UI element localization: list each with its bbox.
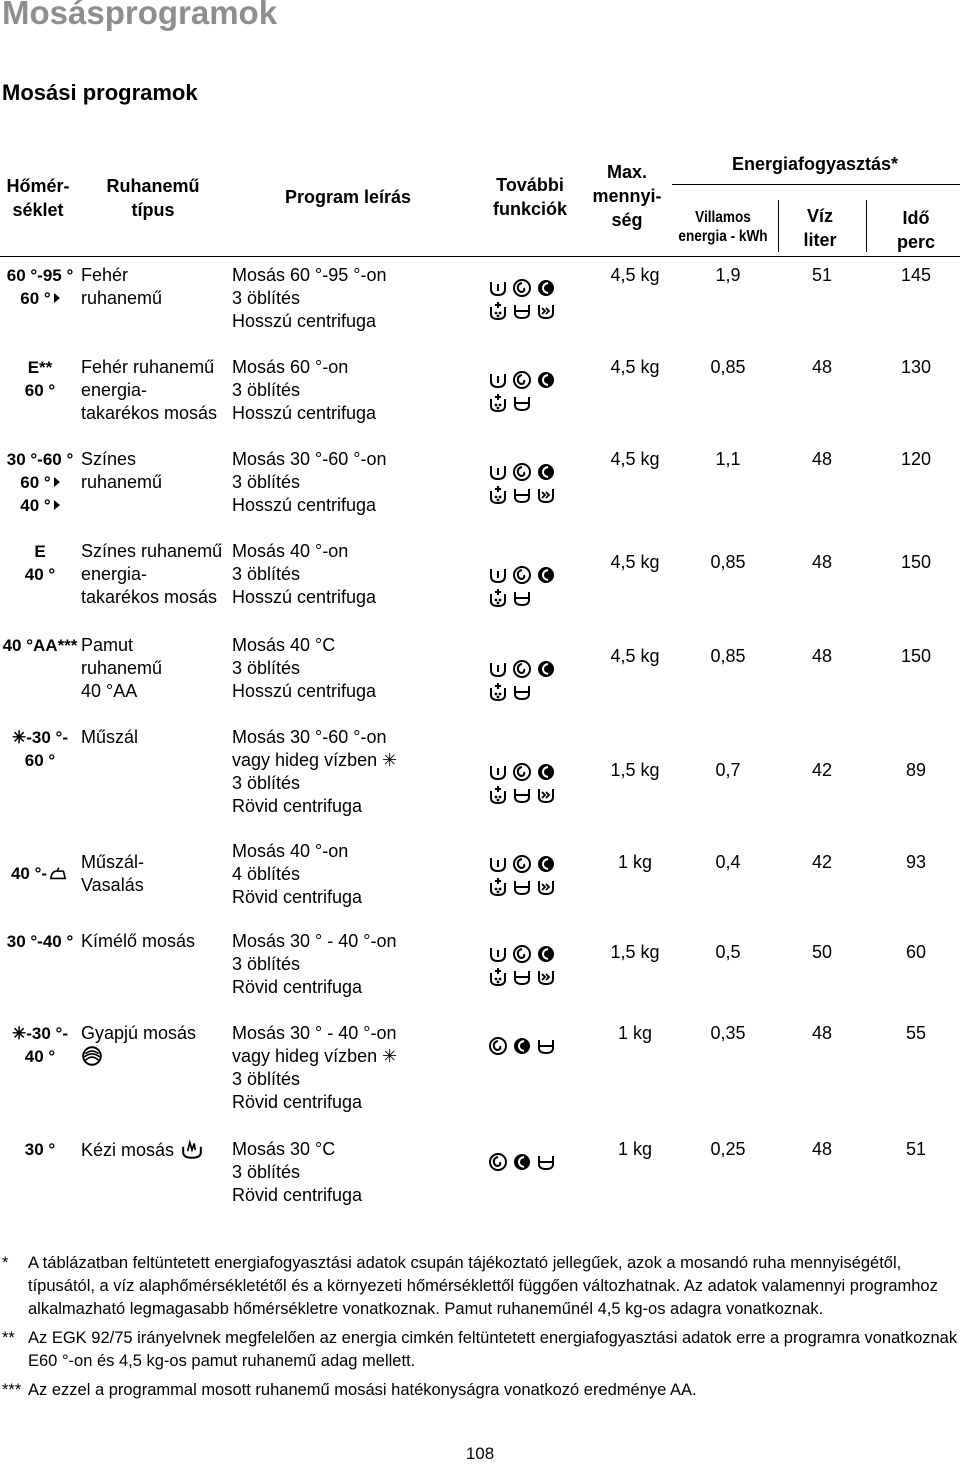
fabric-type-text: Műszál- Vasalás [81,852,145,895]
half-load-icon [512,393,532,413]
fabric-type-text: Színes ruhanemű [81,449,163,492]
row-extra-functions [488,460,588,506]
fabric-type-text: Fehér ruhanemű energia- takarékos mosás [81,357,218,423]
rinse-hold-icon [536,762,556,782]
row-max-load: 1 kg [617,1139,653,1159]
spin-icon [512,944,532,964]
prewash-icon [488,659,508,679]
row-extra-functions [488,942,588,988]
temperature-line: ✳-30 °- [12,728,68,747]
row-energy: 0,5 [715,942,741,962]
row-energy: 0,4 [715,852,741,872]
stain-icon [488,588,508,608]
row-max-load: 4,5 kg [610,449,660,469]
header-time: Idő perc [896,208,936,252]
header-program-description: Program leírás [284,187,412,207]
temperature-line: 40 ° [24,1047,56,1066]
header-bottom-rule [0,256,960,257]
header-divider-2 [866,200,867,252]
row-time: 51 [905,1139,927,1159]
header-divider-1 [778,200,779,252]
prewash-icon [488,370,508,390]
rinse-hold-icon [536,370,556,390]
row-fabric-type [81,264,226,310]
hand-wash-icon [180,1138,204,1160]
header-max-load: Max. mennyi- ség [592,162,662,230]
fabric-type-text: Kímélő mosás [81,931,196,951]
rinse-hold-icon [536,854,556,874]
fabric-type-text: Gyapjú mosás [81,1023,197,1043]
function-icon-row [488,875,588,898]
row-time: 120 [900,449,932,469]
row-temperature [2,264,78,310]
row-fabric-type [81,1022,226,1067]
row-energy: 0,35 [710,1023,746,1043]
arrow-right-icon [54,500,60,510]
temperature-line: 40 °- [2,862,78,885]
row-program-description: Mosás 40 °-on 4 öblítés Rövid centrifuga [232,841,363,907]
function-icon-row [488,942,588,965]
table-row [0,264,960,356]
row-max-load: 4,5 kg [610,265,660,285]
footnote-text: Az EGK 92/75 irányelvnek megfelelően az energia cimkén feltüntetett energiafogyasztási adatok erre a programra vonatkoznak E60 °-on és 4,5 kg-os pamut ruhanemű adag mellett. [28,1329,958,1370]
header-temperature: Hőmér- séklet [6,176,70,220]
table-row [0,540,960,634]
footnote [0,1252,960,1321]
function-icon-row [488,1034,588,1057]
footnote [0,1379,960,1402]
row-energy: 0,25 [710,1139,746,1159]
row-energy: 0,85 [710,646,746,666]
quick-icon [536,785,556,805]
rinse-hold-icon [536,944,556,964]
fabric-type-text: Színes ruhanemű energia- takarékos mosás [81,541,223,607]
row-extra-functions [488,1150,588,1173]
table-row [0,634,960,726]
table-row [0,1022,960,1138]
prewash-icon [488,854,508,874]
row-water: 50 [811,942,833,962]
stain-icon [488,682,508,702]
row-max-load: 4,5 kg [610,646,660,666]
footnote [0,1327,960,1373]
half-load-icon [536,1036,556,1056]
row-extra-functions [488,563,588,609]
spin-icon [512,278,532,298]
row-temperature [2,634,78,657]
row-extra-functions [488,1034,588,1057]
header-energy-rule [672,184,960,185]
function-icon-row [488,657,588,680]
half-load-icon [512,877,532,897]
row-program-description: Mosás 30 °-60 °-on vagy hideg vízben ✳ 3 öblítés Rövid centrifuga [232,727,398,816]
spin-icon [512,370,532,390]
table-row [0,930,960,1022]
fabric-type-text: Kézi mosás [81,1140,175,1160]
row-water: 42 [811,760,833,780]
page-number: 108 [465,1444,495,1463]
rinse-hold-icon [512,1036,532,1056]
row-program-description: Mosás 60 °-on 3 öblítés Hosszú centrifuga [232,357,377,423]
prewash-icon [488,944,508,964]
row-energy: 0,7 [715,760,741,780]
spin-icon [512,565,532,585]
rinse-hold-icon [512,1152,532,1172]
spin-icon [488,1036,508,1056]
row-program-description: Mosás 40 °-on 3 öblítés Hosszú centrifuga [232,541,377,607]
row-fabric-type [81,851,226,897]
temperature-line: 60 ° [2,471,78,494]
row-max-load: 1,5 kg [610,942,660,962]
row-water: 51 [811,265,833,285]
function-icon-row [488,680,588,703]
function-icon-row [488,586,588,609]
temperature-line: 60 °-95 ° [6,266,74,285]
row-extra-functions [488,852,588,898]
quick-icon [536,485,556,505]
row-program-description: Mosás 30 ° - 40 °-on vagy hideg vízben ✳ 3 öblítés Rövid centrifuga [232,1023,398,1112]
function-icon-row [488,368,588,391]
footnote-text: A táblázatban feltüntetett energiafogyasztási adatok csupán tájékoztató jellegűek, azok a mosandó ruha mennyiségétől, típusától, a víz alaphőmérsékletétől és a környezeti hőmérséklettől függően változhatnak. Az adatok valamennyi programhoz alkalmazható legmagasabb hőmérsékletre vonatkoznak. Pamut ruhaneműnél 4,5 kg-os adagra vonatkoznak. [28,1254,938,1318]
row-temperature [2,862,78,885]
half-load-icon [512,682,532,702]
half-load-icon [512,967,532,987]
row-energy: 0,85 [710,552,746,572]
half-load-icon [512,785,532,805]
spin-icon [512,762,532,782]
row-temperature [2,448,78,517]
row-program-description: Mosás 40 °C 3 öblítés Hosszú centrifuga [232,635,377,701]
temperature-line: 40 ° [2,494,78,517]
function-icon-row [488,783,588,806]
footnotes [0,1252,960,1402]
row-temperature [2,930,78,953]
header-electric-energy: Villamos energia - kWh [678,209,768,245]
fabric-type-text: Pamut ruhanemű 40 °AA [81,635,163,701]
row-program-description: Mosás 30 °-60 °-on 3 öblítés Hosszú centrifuga [232,449,387,515]
rinse-hold-icon [536,659,556,679]
footnote-mark: * [2,1254,9,1272]
half-load-icon [536,1152,556,1172]
row-temperature [2,356,78,402]
quick-icon [536,301,556,321]
row-program-description: Mosás 30 °C 3 öblítés Rövid centrifuga [232,1139,363,1205]
row-max-load: 4,5 kg [610,357,660,377]
header-water: Víz liter [803,206,837,250]
row-time: 145 [900,265,932,285]
function-icon-row [488,852,588,875]
row-fabric-type [81,1138,226,1162]
function-icon-row [488,563,588,586]
row-water: 48 [811,552,833,572]
prewash-icon [488,278,508,298]
stain-icon [488,785,508,805]
row-fabric-type [81,448,226,494]
half-load-icon [512,301,532,321]
header-fabric-type: Ruhanemű típus [106,176,200,220]
row-time: 89 [905,760,927,780]
prewash-icon [488,565,508,585]
footnote-mark: *** [2,1381,22,1399]
table-row [0,1138,960,1248]
temperature-line: E [34,542,46,561]
temperature-line: 40 °AA*** [2,636,78,655]
spin-icon [512,854,532,874]
row-max-load: 1 kg [617,852,653,872]
row-fabric-type [81,634,226,703]
temperature-line: 30 ° [24,1140,56,1159]
temperature-line: 40 ° [24,565,56,584]
half-load-icon [512,588,532,608]
row-max-load: 4,5 kg [610,552,660,572]
rinse-hold-icon [536,565,556,585]
row-energy: 1,1 [715,449,741,469]
row-water: 48 [811,449,833,469]
row-fabric-type [81,930,226,953]
spin-icon [512,462,532,482]
row-time: 150 [900,552,932,572]
table-row [0,726,960,840]
rinse-hold-icon [536,278,556,298]
header-extra-functions: További funkciók [492,175,567,219]
function-icon-row [488,1150,588,1173]
row-temperature [2,540,78,586]
row-program-description: Mosás 30 ° - 40 °-on 3 öblítés Rövid centrifuga [232,931,397,997]
spin-icon [488,1152,508,1172]
arrow-right-icon [54,293,60,303]
section-title: Mosási programok [2,80,198,105]
row-time: 55 [905,1023,927,1043]
footnote-mark: ** [2,1329,15,1347]
row-fabric-type [81,356,226,425]
row-time: 130 [900,357,932,377]
function-icon-row [488,965,588,988]
temperature-line: 30 °-40 ° [6,932,74,951]
row-water: 48 [811,646,833,666]
temperature-line: ✳-30 °- [12,1024,68,1043]
half-load-icon [512,485,532,505]
function-icon-row [488,276,588,299]
function-icon-row [488,760,588,783]
wool-icon [81,1045,103,1067]
prewash-icon [488,762,508,782]
row-temperature [2,1022,78,1068]
function-icon-row [488,299,588,322]
fabric-type-text: Műszál [81,727,139,747]
row-fabric-type [81,726,226,749]
quick-icon [536,877,556,897]
stain-icon [488,301,508,321]
temperature-line: E** [27,358,53,377]
page-title: Mosásprogramok [2,0,278,31]
arrow-right-icon [54,477,60,487]
table-row [0,448,960,540]
prewash-icon [488,462,508,482]
function-icon-row [488,391,588,414]
row-extra-functions [488,657,588,703]
row-fabric-type [81,540,226,609]
row-energy: 1,9 [715,265,741,285]
row-max-load: 1 kg [617,1023,653,1043]
fabric-type-text: Fehér ruhanemű [81,265,163,308]
row-temperature [2,726,78,772]
row-time: 93 [905,852,927,872]
row-energy: 0,85 [710,357,746,377]
footnote-text: Az ezzel a programmal mosott ruhanemű mosási hatékonyságra vonatkozó eredménye AA. [28,1381,697,1399]
stain-icon [488,967,508,987]
spin-icon [512,659,532,679]
stain-icon [488,877,508,897]
temperature-line: 60 ° [24,751,56,770]
function-icon-row [488,483,588,506]
header-energy-group: Energiafogyasztás* [731,154,899,174]
row-water: 42 [811,852,833,872]
row-extra-functions [488,276,588,322]
table-row [0,840,960,930]
temperature-line: 60 ° [2,287,78,310]
row-time: 150 [900,646,932,666]
row-temperature [2,1138,78,1161]
row-time: 60 [905,942,927,962]
row-water: 48 [811,1139,833,1159]
row-extra-functions [488,760,588,806]
function-icon-row [488,460,588,483]
stain-icon [488,485,508,505]
table-row [0,356,960,448]
row-extra-functions [488,368,588,414]
rinse-hold-icon [536,462,556,482]
temperature-line: 60 ° [24,381,56,400]
stain-icon [488,393,508,413]
temperature-line: 30 °-60 ° [6,450,74,469]
row-water: 48 [811,357,833,377]
quick-icon [536,967,556,987]
row-max-load: 1,5 kg [610,760,660,780]
row-program-description: Mosás 60 °-95 °-on 3 öblítés Hosszú centrifuga [232,265,387,331]
iron-icon [47,864,69,882]
row-water: 48 [811,1023,833,1043]
